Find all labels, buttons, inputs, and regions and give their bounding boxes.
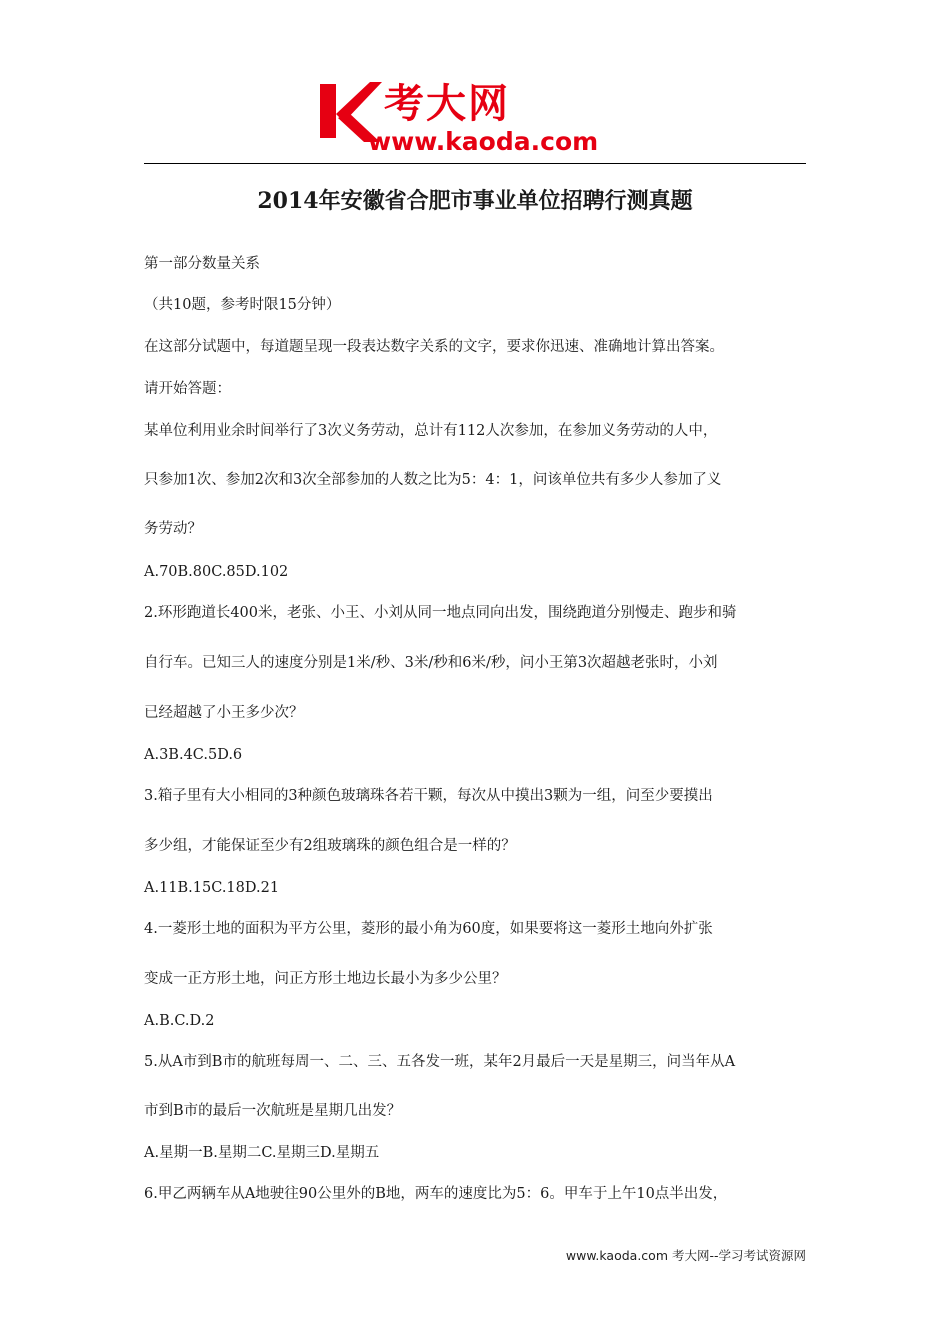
page-footer: www.kaoda.com 考大网--学习考试资源网: [565, 1248, 806, 1263]
question-2-options: A.3B.4C.5D.6: [144, 747, 243, 763]
question-1-options: A.70B.80C.85D.102: [144, 564, 289, 580]
question-5-line-2: 市到B市的最后一次航班是星期几出发？: [144, 1103, 402, 1119]
kaoda-logo: [318, 80, 648, 160]
question-2-line-1: 2.环形跑道长400米，老张、小王、小刘从同一地点同向出发，围绕跑道分别慢走、跑步和骑: [144, 605, 737, 621]
question-2-line-2: 自行车。已知三人的速度分别是1米/秒、3米/秒和6米/秒，问小王第3次超越老张时，小刘: [144, 655, 718, 671]
question-4-line-2: 变成一正方形土地，问正方形土地边长最小为多少公里？: [144, 971, 507, 987]
section-heading: 第一部分数量关系: [144, 256, 260, 272]
question-3-options: A.11B.15C.18D.21: [144, 880, 280, 896]
question-6-line-1: 6.甲乙两辆车从A地驶往90公里外的B地，两车的速度比为5：6。甲车于上午10点半出发，: [144, 1186, 728, 1202]
instructions: 在这部分试题中，每道题呈现一段表达数字关系的文字，要求你迅速、准确地计算出答案。: [144, 339, 724, 355]
question-1-line-1: 某单位利用业余时间举行了3次义务劳动，总计有112人次参加，在参加义务劳动的人中，: [144, 423, 718, 439]
question-5-line-1: 5.从A市到B市的航班每周一、二、三、五各发一班，某年2月最后一天是星期三，问当年从A: [144, 1054, 736, 1070]
question-1-line-3: 务劳动？: [144, 521, 202, 537]
brand-name: 考大网: [384, 81, 510, 127]
question-3-line-1: 3.箱子里有大小相同的3种颜色玻璃珠各若干颗，每次从中摸出3颗为一组，问至少要摸出: [144, 788, 713, 804]
question-4-options: A.B.C.D.2: [144, 1013, 215, 1029]
question-4-line-1: 4.一菱形土地的面积为平方公里，菱形的最小角为60度，如果要将这一菱形土地向外扩张: [144, 921, 713, 937]
header-rule: [144, 163, 806, 164]
question-5-options: A.星期一B.星期二C.星期三D.星期五: [144, 1145, 380, 1161]
question-3-line-2: 多少组，才能保证至少有2组玻璃珠的颜色组合是一样的？: [144, 838, 516, 854]
page-title: 2014年安徽省合肥市事业单位招聘行测真题: [257, 188, 693, 214]
brand-url: www.kaoda.com: [368, 127, 599, 156]
question-1-line-2: 只参加1次、参加2次和3次全部参加的人数之比为5：4：1，问该单位共有多少人参加了义: [144, 472, 722, 488]
question-2-line-3: 已经超越了小王多少次？: [144, 705, 304, 721]
start-prompt: 请开始答题：: [144, 381, 231, 397]
time-note: （共10题，参考时限15分钟）: [144, 297, 341, 313]
